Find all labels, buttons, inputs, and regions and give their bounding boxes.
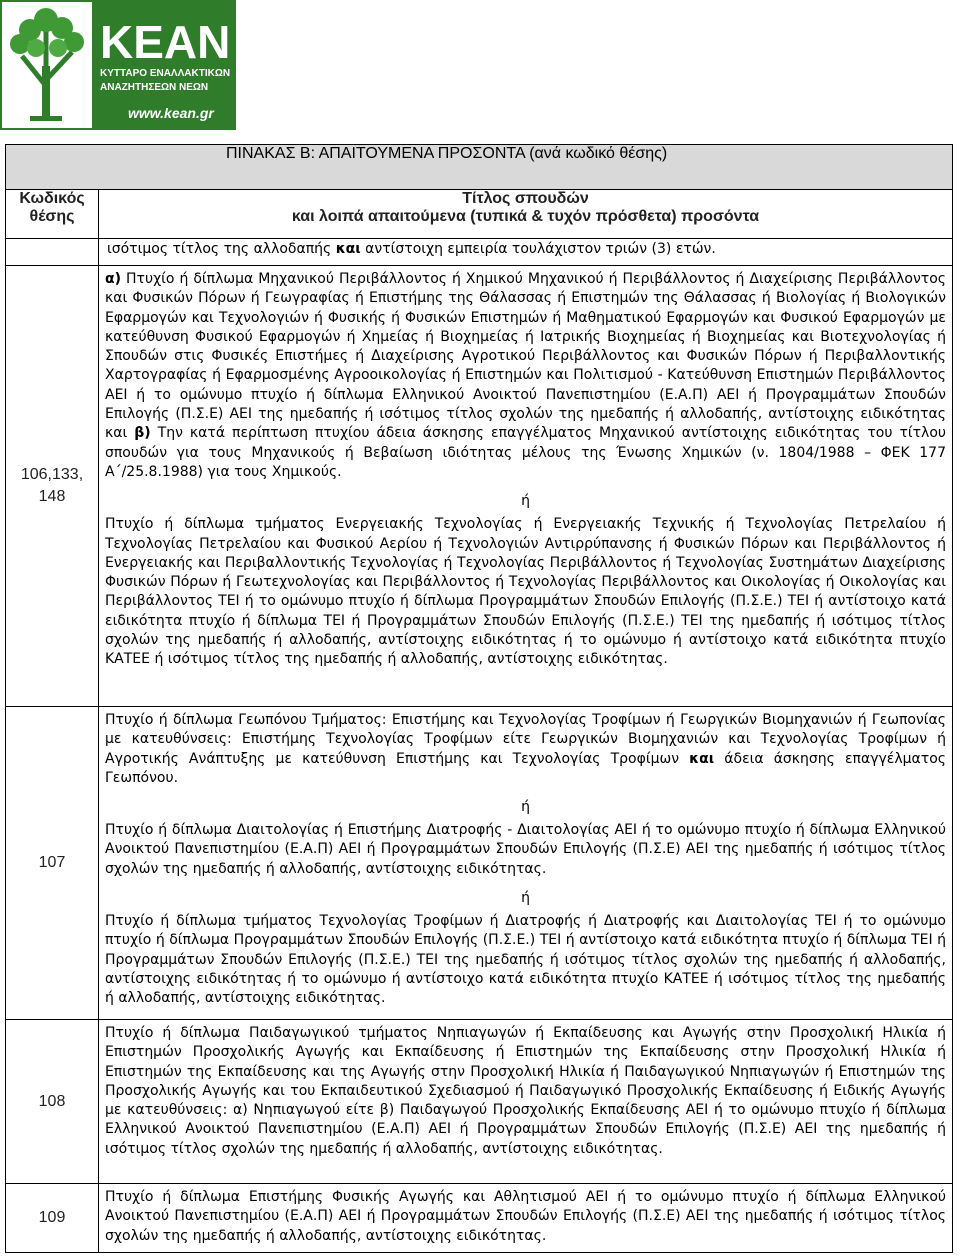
or-separator: ή — [521, 799, 530, 816]
table-row — [6, 1020, 953, 1184]
table-row — [6, 266, 953, 707]
position-code-cell: 108 — [6, 1020, 99, 1184]
or-separator: ή — [521, 493, 530, 510]
code-column-header: Κωδικός θέσης — [6, 190, 99, 239]
logo-url: www.kean.gr — [128, 105, 214, 121]
position-code-cell: 107 — [6, 707, 99, 1020]
qualification-paragraph: Πτυχίο ή δίπλωμα Γεωπόνου Τμήματος: Επιστήμης και Τεχνολογίας Τροφίμων ή Γεωργικών Βιομηχανιών ή Γεωπονίας με κατευθύνσεις: Επιστήμης Τεχνολογίας Τροφίμων είτε Γεωργικών Βιομηχανιών και Τεχνολογίας Τροφίμων ή Αγροτικής Ανάπτυξης με κατεύθυνση Επιστήμης και Τεχνολογίας Τροφίμων και άδεια άσκησης επαγγέλματος Γεωπόνου. — [105, 712, 946, 786]
table-header-row — [6, 190, 953, 239]
logo-line1: ΚΥΤΤΑΡΟ ΕΝΑΛΛΑΚΤΙΚΩΝ — [100, 68, 231, 79]
qualification-paragraph: Πτυχίο ή δίπλωμα Επιστήμης Φυσικής Αγωγής και Αθλητισμού ΑΕΙ ή το ομώνυμο πτυχίο ή δίπλωμα Ελληνικού Ανοικτού Πανεπιστημίου (Ε.Α.Π) ΑΕΙ ή Προγραμμάτων Σπουδών Επιλογής (Π.Σ.Ε) ΑΕΙ της ημεδαπής ή ισότιμος τίτλος σχολών της ημεδαπής ή αλλοδαπής, αντίστοιχης ειδικότητας. — [105, 1189, 946, 1244]
table-title-row — [6, 145, 953, 190]
title-column-header: Τίτλος σπουδών και λοιπά απαιτούμενα (τυπικά & τυχόν πρόσθετα) προσόντα — [99, 190, 953, 239]
qualifications-table — [5, 144, 953, 1253]
qualification-paragraph: Πτυχίο ή δίπλωμα Διαιτολογίας ή Επιστήμης Διατροφής - Διαιτολογίας ΑΕΙ ή το ομώνυμο πτυχίο ή δίπλωμα Ελληνικού Ανοικτού Πανεπιστημίου (Ε.Α.Π) ΑΕΙ ή Προγραμμάτων Σπουδών Επιλογής (Π.Σ.Ε) ΑΕΙ της ημεδαπής ή ισότιμος τίτλος σχολών της ημεδαπής ή αλλοδαπής, αντίστοιχης ειδικότητας. — [105, 822, 946, 877]
continuation-text: ισότιμος τίτλος της αλλοδαπής και αντίστοιχη εμπειρία τουλάχιστον τριών (3) ετών. — [107, 241, 716, 257]
logo-brand: KEAN — [100, 16, 231, 68]
kean-logo — [0, 0, 236, 130]
qualifications-cell — [99, 1020, 953, 1184]
table-row — [6, 707, 953, 1020]
qualifications-cell — [99, 266, 953, 707]
or-separator: ή — [521, 890, 530, 907]
qualifications-cell — [99, 1184, 953, 1253]
table-row-continuation — [6, 239, 953, 266]
qualification-paragraph: Πτυχίο ή δίπλωμα τμήματος Τεχνολογίας Τροφίμων ή Διατροφής ή Διατροφής και Διαιτολογίας ΤΕΙ ή το ομώνυμο πτυχίο ή δίπλωμα Προγραμμάτων Σπουδών Επιλογής (Π.Σ.Ε.) ΤΕΙ ή αντίστοιχο κατά ειδικότητα πτυχίο ή δίπλωμα ΤΕΙ ή Προγραμμάτων Σπουδών Επιλογής (Π.Σ.Ε.) ΤΕΙ της ημεδαπής ή ισότιμος τίτλος σχολών της ημεδαπής ή αλλοδαπής, αντίστοιχης ειδικότητας ή το ομώνυμο ή αντίστοιχο κατά ειδικότητα πτυχίο ΚΑΤΕΕ ή ισότιμος τίτλος της ημεδαπής ή αλλοδαπής, αντίστοιχης ειδικότητας. — [105, 913, 946, 1007]
logo-line2: ΑΝΑΖΗΤΗΣΕΩΝ ΝΕΩΝ — [100, 82, 209, 93]
qualification-paragraph: α) Πτυχίο ή δίπλωμα Μηχανικού Περιβάλλοντος ή Χημικού Μηχανικού ή Περιβάλλοντος ή Διαχείρισης Περιβάλλοντος και Φυσικών Πόρων ή Γεωγραφίας ή Επιστήμης της Θάλασσας ή Επιστημών της Θάλασσας ή Βιολογίας ή Βιολογικών Εφαρμογών και Τεχνολογιών ή Φυσικής ή Φυσικών Επιστημών ή Μαθηματικού Εφαρμογών και Φυσικού Εφαρμογών με κατεύθυνση Φυσικού Εφαρμογών ή Χημείας ή Βιοχημείας ή Ιατρικής Βιοχημείας ή Βιοχημείας και Βιοτεχνολογίας ή Σπουδών στις Φυσικές Επιστήμες ή Διαχείρισης Αγροτικού Περιβάλλοντος και Φυσικών Πόρων ή Περιβαλλοντικής Χαρτογραφίας ή Εφαρμοσμένης Αγροοικολογίας ή Επιστημών και Πολιτισμού - Κατεύθυνση Επιστημών Περιβάλλοντος ΑΕΙ ή το ομώνυμο πτυχίο ή δίπλωμα Ελληνικού Ανοικτού Πανεπιστημίου (Ε.Α.Π) ΑΕΙ ή Προγραμμάτων Σπουδών Επιλογής (Π.Σ.Ε) ΑΕΙ της ημεδαπής ή ισότιμος τίτλος σχολών της ημεδαπής ή αλλοδαπής, αντίστοιχης ειδικότητας και β) Την κατά περίπτωση πτυχίου άδεια άσκησης επαγγέλματος Μηχανικού αντίστοιχης ειδικότητας του τίτλου σπουδών για τους Μηχανικούς ή Βεβαίωση ιδιότητας μέλους της Ένωσης Χημικών (ν. 1804/1988 – ΦΕΚ 177 Α΄/25.8.1988) για τους Χημικούς. — [105, 271, 947, 480]
position-code-cell: 109 — [6, 1184, 99, 1253]
qualification-paragraph: Πτυχίο ή δίπλωμα Παιδαγωγικού τμήματος Νηπιαγωγών ή Εκπαίδευσης και Αγωγής στην Προσχολική Ηλικία ή Επιστημών Προσχολικής Αγωγής και Εκπαίδευσης ή Επιστημών της Εκπαίδευσης στην Προσχολική Ηλικία ή Επιστημών της Εκπαίδευσης και της Αγωγής στην Προσχολική Ηλικία ή Παιδαγωγικού Νηπιαγωγών ή Επιστημών της Προσχολικής Αγωγής και του Εκπαιδευτικού Σχεδιασμού ή Παιδαγωγικό Προσχολικής Εκπαίδευσης ή Ειδικής Αγωγής με κατευθύνσεις: α) Νηπιαγωγού είτε β) Παιδαγωγού Προσχολικής Εκπαίδευσης ΑΕΙ ή το ομώνυμο πτυχίο ή δίπλωμα Ελληνικού Ανοικτού Πανεπιστημίου (Ε.Α.Π) ΑΕΙ ή Προγραμμάτων Σπουδών Επιλογής (Π.Σ.Ε) ΑΕΙ της ημεδαπής ή ισότιμος τίτλος σχολών της ημεδαπής ή αλλοδαπής, αντίστοιχης ειδικότητας. — [105, 1025, 946, 1157]
table-row — [6, 1184, 953, 1253]
position-code-cell: 106,133, 148 — [6, 266, 99, 707]
qualifications-cell — [99, 707, 953, 1020]
table-title: ΠΙΝΑΚΑΣ Β: ΑΠΑΙΤΟΥΜΕΝΑ ΠΡΟΣΟΝΤΑ (ανά κωδικό θέσης) — [226, 145, 668, 162]
qualification-paragraph: Πτυχίο ή δίπλωμα τμήματος Ενεργειακής Τεχνολογίας ή Ενεργειακής Τεχνικής ή Τεχνολογίας Πετρελαίου ή Τεχνολογίας Πετρελαίου και Φυσικού Αερίου ή Τεχνολογιών Αντιρρύπανσης ή Φυσικών Πόρων και Περιβάλλοντος ή Ενεργειακής και Περιβαλλοντικής Τεχνολογίας ή Τεχνολογίας Περιβάλλοντος ή Τεχνολογίας Συστημάτων Διαχείρισης Φυσικών Πόρων ή Γεωτεχνολογίας και Περιβάλλοντος ή Τεχνολογίας Περιβάλλοντος και Οικολογίας ή Οικολογίας και Περιβάλλοντος ΤΕΙ ή το ομώνυμο πτυχίο ή δίπλωμα Προγραμμάτων Σπουδών Επιλογής (Π.Σ.Ε.) ΤΕΙ ή αντίστοιχο κατά ειδικότητα πτυχίο ή δίπλωμα ΤΕΙ ή Προγραμμάτων Σπουδών Επιλογής (Π.Σ.Ε.) ΤΕΙ της ημεδαπής ή ισότιμος τίτλος σχολών της ημεδαπής ή αλλοδαπής, αντίστοιχης ειδικότητας ή το ομώνυμο ή αντίστοιχο κατά ειδικότητα πτυχίο ΚΑΤΕΕ ή ισότιμος τίτλος της ημεδαπής ή αλλοδαπής, αντίστοιχης ειδικότητας. — [105, 516, 946, 668]
